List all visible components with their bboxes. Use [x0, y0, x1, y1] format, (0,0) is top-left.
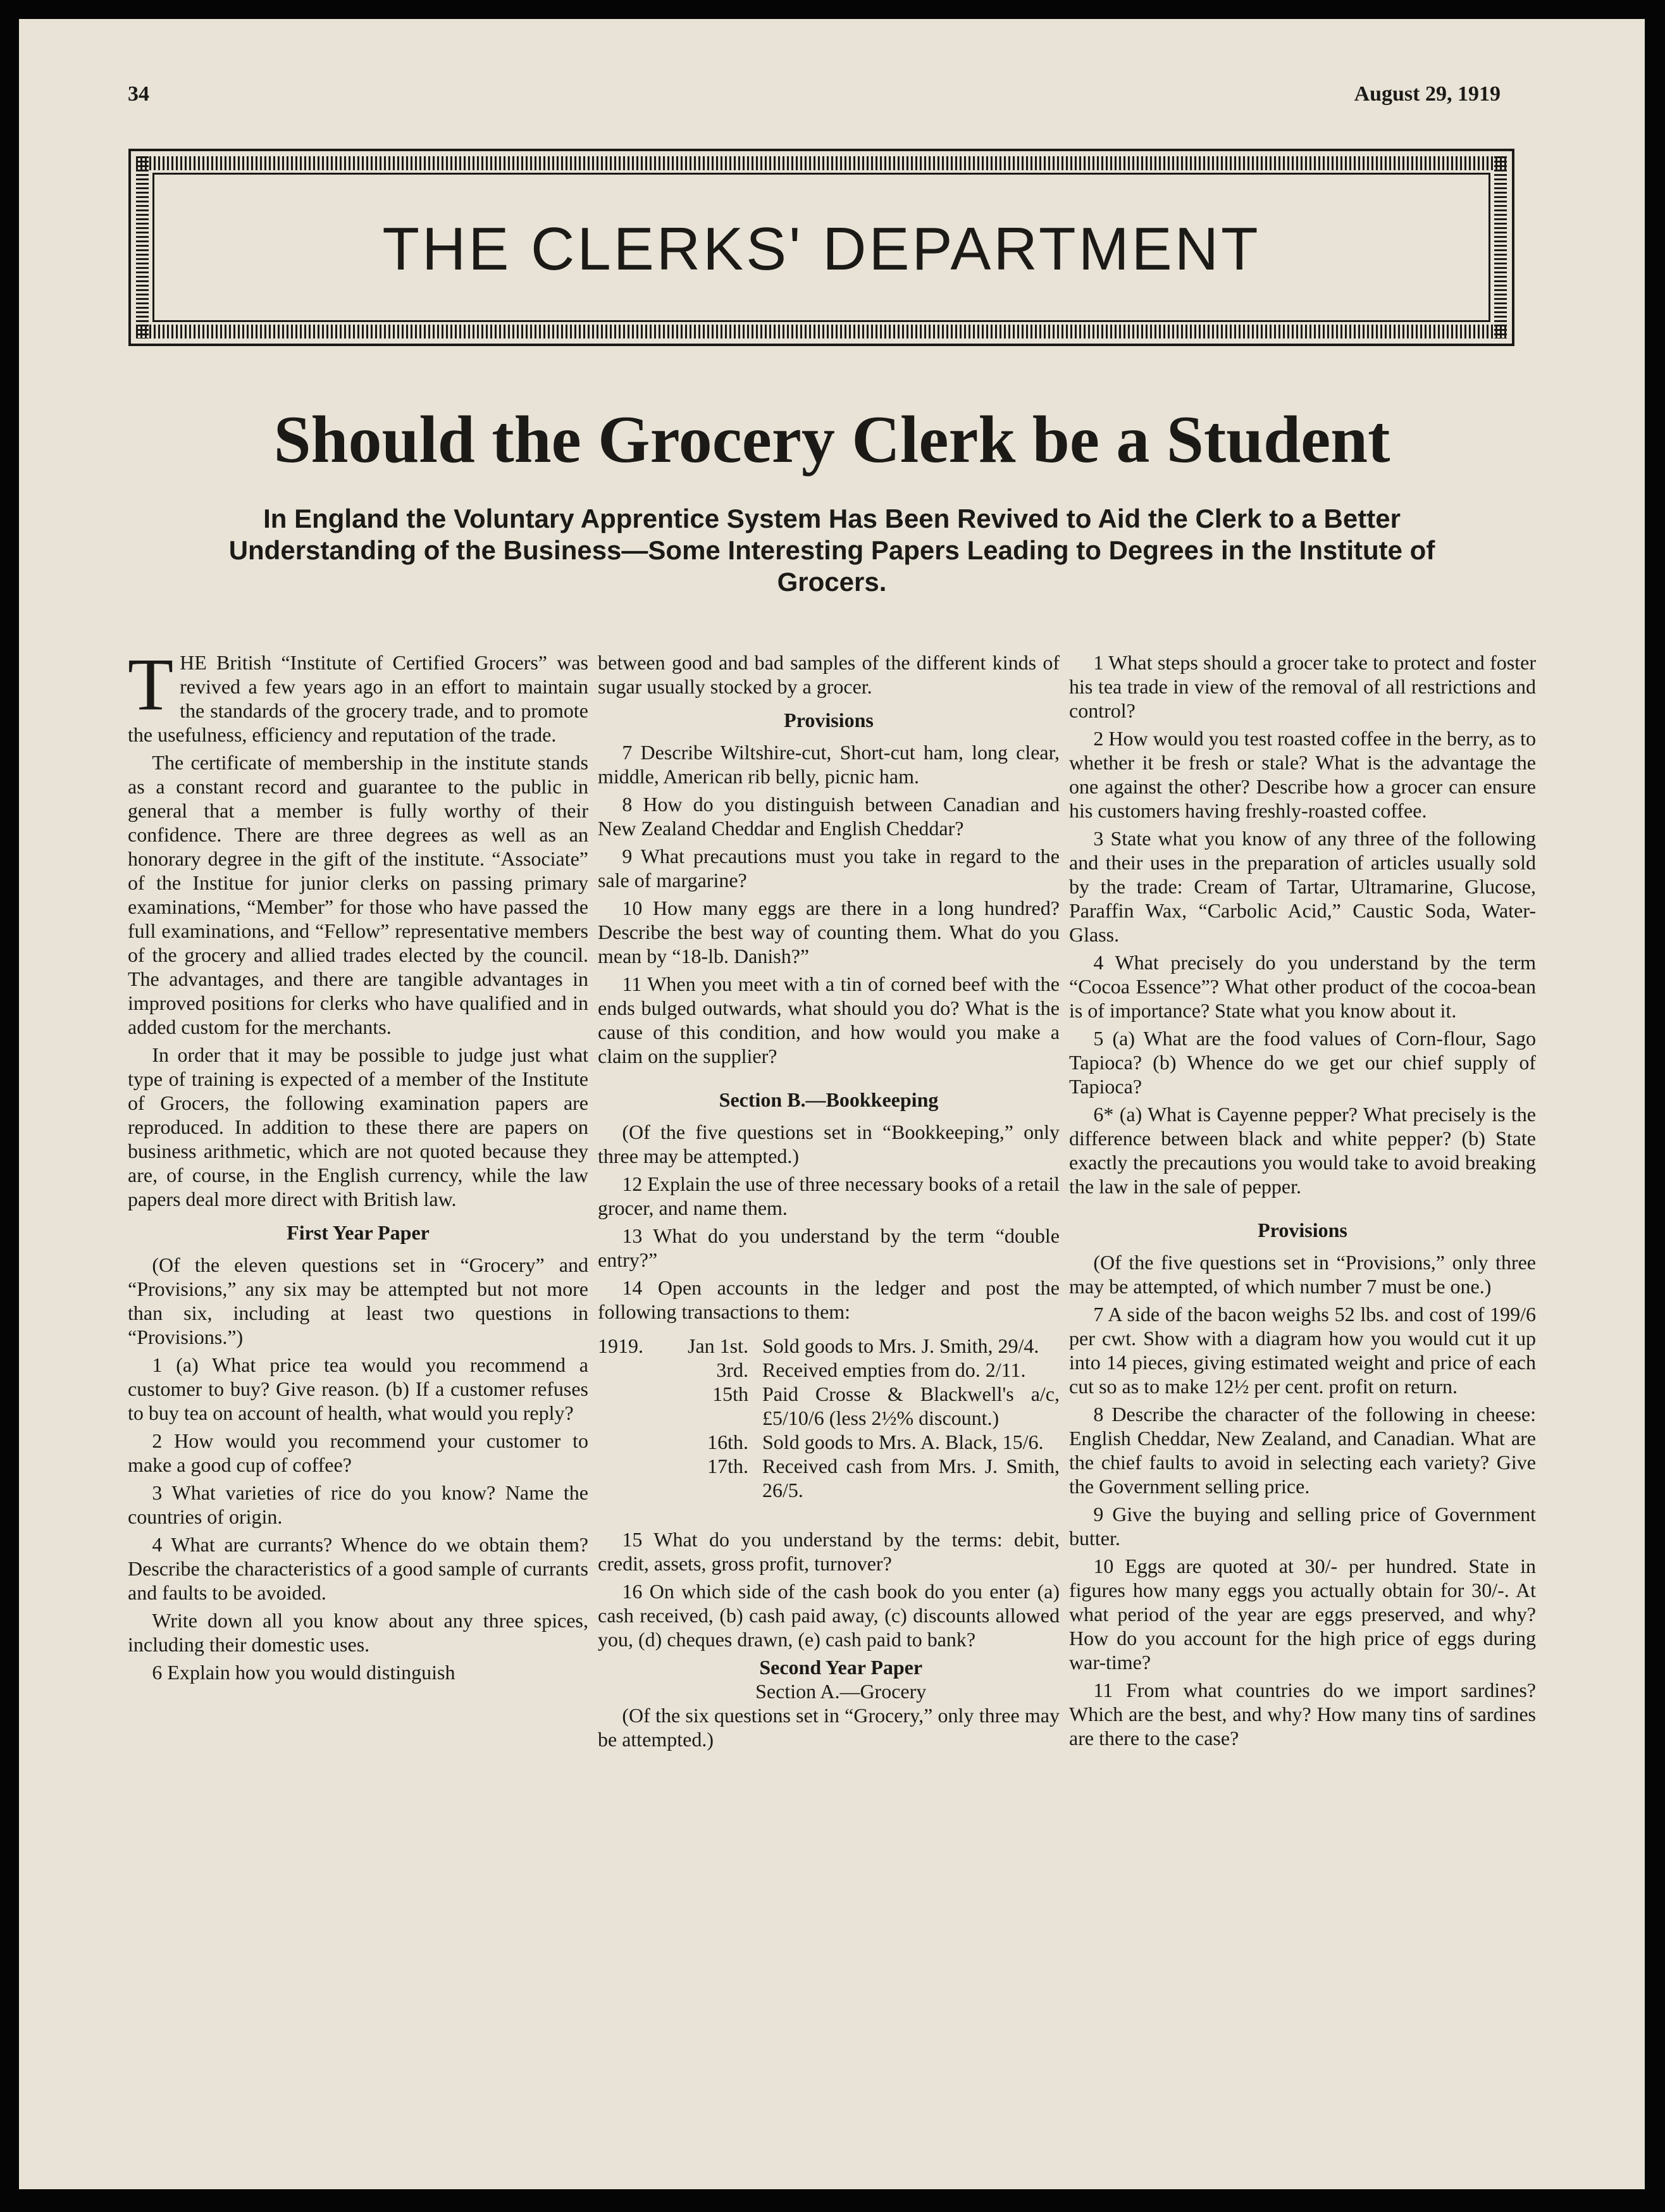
question: 3 State what you know of any three of the following and their uses in the preparation of articles usually sold by the trade: Cream of Tartar, Ultramarine, Glucose, Paraffin Wax, “Carbolic Acid,” Caustic Soda, Water-Glass.	[1069, 827, 1536, 946]
banner-top-hatch	[136, 156, 1507, 170]
column-2	[598, 650, 1060, 2080]
section-heading: Provisions	[784, 709, 874, 731]
department-title: THE CLERKS' DEPARTMENT	[382, 215, 1261, 283]
banner-bottom-hatch	[136, 325, 1507, 339]
ledger-row	[598, 1430, 1060, 1454]
paragraph: In order that it may be possible to judge just what type of training is expected of a member of the Institute of Grocers, the following examination papers are reproduced. In addition to these there are papers on business arithmetic, which are not quoted because they are, of course, in the English currency, while the law papers deal more direct with British law.	[128, 1043, 588, 1210]
paragraph: (Of the six questions set in “Grocery,” only three may be attempted.)	[598, 1704, 1060, 1751]
ledger-row	[598, 1454, 1060, 1502]
column-1	[128, 650, 588, 2080]
question: 2 How would you recommend your customer to make a good cup of coffee?	[128, 1429, 588, 1476]
question: 9 What precautions must you take in regard to the sale of margarine?	[598, 845, 1060, 892]
page-number: 34	[128, 82, 149, 106]
department-banner	[128, 149, 1514, 346]
question: 2 How would you test roasted coffee in the berry, as to whether it be fresh or stale? What is the advantage the one against the other? Describe how a grocer can ensure his customers having freshly-roasted coffee.	[1069, 727, 1536, 822]
section-heading: Provisions	[1258, 1219, 1347, 1241]
question: 4 What precisely do you understand by the term “Cocoa Essence”? What other product of the cocoa-bean is of importance? State what you know about it.	[1069, 951, 1536, 1022]
question: 11 When you meet with a tin of corned beef with the ends bulged outwards, what should you do? What is the cause of this condition, and how would you make a claim on the supplier?	[598, 972, 1060, 1067]
paragraph: The certificate of membership in the institute stands as a constant record and guarantee to the public in general that a member is fully worthy of their confidence. There are three degrees as well as an honorary degree in the gift of the institute. “Associate” of the Institue for junior clerks on passing primary examinations, “Member” for those who have passed the full examinations, and “Fellow” representative members of the grocery and allied trades elected by the council. The advantages, and there are tangible advantages in improved positions for clerks who have qualified and in added custom for the merchants.	[128, 751, 588, 1038]
question: 13 What do you understand by the term “double entry?”	[598, 1224, 1060, 1271]
question: 10 Eggs are quoted at 30/- per hundred. State in figures how many eggs you actually obtain for 30/-. At what period of the year are eggs preserved, and why? How do you account for the high price of eggs during war-time?	[1069, 1555, 1536, 1674]
ledger-text: Received cash from Mrs. J. Smith, 26/5.	[762, 1455, 1060, 1501]
article-headline: Should the Grocery Clerk be a Student	[273, 402, 1390, 476]
question: 8 Describe the character of the following in cheese: English Cheddar, New Zealand, and Canadian. What are the chief faults to avoid in selecting each variety? Give the Government selling price.	[1069, 1403, 1536, 1498]
ledger-year	[598, 1430, 686, 1454]
question: Write down all you know about any three spices, including their domestic uses.	[128, 1609, 588, 1656]
drop-cap: T	[128, 650, 174, 726]
section-heading: Section B.—Bookkeeping	[719, 1088, 939, 1111]
question: 10 How many eggs are there in a long hundred? Describe the best way of counting them. What do you mean by “18-lb. Danish?”	[598, 897, 1060, 967]
question: 16 On which side of the cash book do you enter (a) cash received, (b) cash paid away, (c) discounts allowed you, (d) cheques drawn, (e) cash paid to bank?	[598, 1580, 1060, 1651]
question: 11 From what countries do we import sardines? Which are the best, and why? How many tins of sardines are there to the case?	[1069, 1679, 1536, 1749]
paragraph: THE British “Institute of Certified Grocers” was revived a few years ago in an effort to maintain the standards of the grocery trade, and to promote the usefulness, efficiency and reputation of the trade.	[128, 650, 588, 746]
ledger-day: 17th.	[707, 1455, 748, 1477]
ledger-day: 16th.	[707, 1431, 748, 1453]
article-deck: In England the Voluntary Apprentice System Has Been Revived to Aid the Clerk to a Better Understanding of the Business—Some Interesting Papers Leading to Degrees in the Institute of Grocers.	[228, 504, 1435, 597]
ledger-row	[598, 1358, 1060, 1382]
question: 8 How do you distinguish between Canadian and New Zealand Cheddar and English Cheddar?	[598, 793, 1060, 840]
question: 9 Give the buying and selling price of Government butter.	[1069, 1503, 1536, 1550]
ledger-year	[598, 1382, 686, 1430]
ledger-year	[598, 1454, 686, 1502]
ledger-day: 3rd.	[716, 1358, 748, 1381]
ledger-text: Sold goods to Mrs. A. Black, 15/6.	[762, 1431, 1044, 1453]
ledger-row	[598, 1334, 1060, 1358]
ledger-row	[598, 1382, 1060, 1430]
question: 14 Open accounts in the ledger and post the following transactions to them:	[598, 1276, 1060, 1323]
issue-date: August 29, 1919	[1354, 82, 1501, 106]
paragraph: (Of the eleven questions set in “Grocery” and “Provisions,” any six may be attempted but not more than six, including at least two questions in “Provisions.”)	[128, 1253, 588, 1348]
column-3	[1069, 650, 1536, 2080]
question: 6 Explain how you would distinguish	[152, 1661, 455, 1684]
ledger-text: Received empties from do. 2/11.	[762, 1358, 1026, 1381]
question: 5 (a) What are the food values of Corn-flour, Sago Tapioca? (b) Whence do we get our chief supply of Tapioca?	[1069, 1027, 1536, 1098]
ledger-transactions	[598, 1334, 1060, 1502]
section-heading: Second Year Paper	[759, 1656, 923, 1679]
section-subheading: Section A.—Grocery	[755, 1680, 927, 1703]
magazine-page	[19, 19, 1645, 2189]
question: 4 What are currants? Whence do we obtain them? Describe the characteristics of a good sample of currants and faults to be avoided.	[128, 1533, 588, 1604]
question: 15 What do you understand by the terms: debit, credit, assets, gross profit, turnover?	[598, 1528, 1060, 1575]
ledger-text: Paid Crosse & Blackwell's a/c, £5/10/6 (less 2½% discount.)	[762, 1382, 1060, 1429]
paragraph: (Of the five questions set in “Provisions,” only three may be attempted, of which number 7 must be one.)	[1069, 1251, 1536, 1298]
question: 7 Describe Wiltshire-cut, Short-cut ham, long clear, middle, American rib belly, picnic ham.	[598, 741, 1060, 788]
ledger-year: 1919.	[598, 1334, 643, 1357]
question: 3 What varieties of rice do you know? Name the countries of origin.	[128, 1481, 588, 1528]
question: 7 A side of the bacon weighs 52 lbs. and cost of 199/6 per cwt. Show with a diagram how you would cut it up into 14 pieces, giving estimated weight and price of each cut so as to make 12½ per cent. profit on return.	[1069, 1303, 1536, 1398]
ledger-year	[598, 1358, 686, 1382]
section-heading: First Year Paper	[287, 1221, 430, 1244]
question: 12 Explain the use of three necessary books of a retail grocer, and name them.	[598, 1172, 1060, 1219]
ledger-text: Sold goods to Mrs. J. Smith, 29/4.	[762, 1334, 1039, 1357]
question: 1 What steps should a grocer take to protect and foster his tea trade in view of the removal of all restrictions and control?	[1069, 651, 1536, 722]
question: 6* (a) What is Cayenne pepper? What precisely is the difference between black and white pepper? (b) State exactly the precautions you would take to avoid breaking the law in the sale of pepper.	[1069, 1103, 1536, 1198]
ledger-day: 15th	[712, 1382, 748, 1405]
question: 1 (a) What price tea would you recommend a customer to buy? Give reason. (b) If a customer refuses to buy tea on account of health, what would you reply?	[128, 1353, 588, 1424]
paragraph: (Of the five questions set in “Bookkeeping,” only three may be attempted.)	[598, 1121, 1060, 1167]
paragraph: between good and bad samples of the different kinds of sugar usually stocked by a grocer.	[598, 651, 1060, 698]
ledger-day: Jan 1st.	[688, 1334, 748, 1357]
